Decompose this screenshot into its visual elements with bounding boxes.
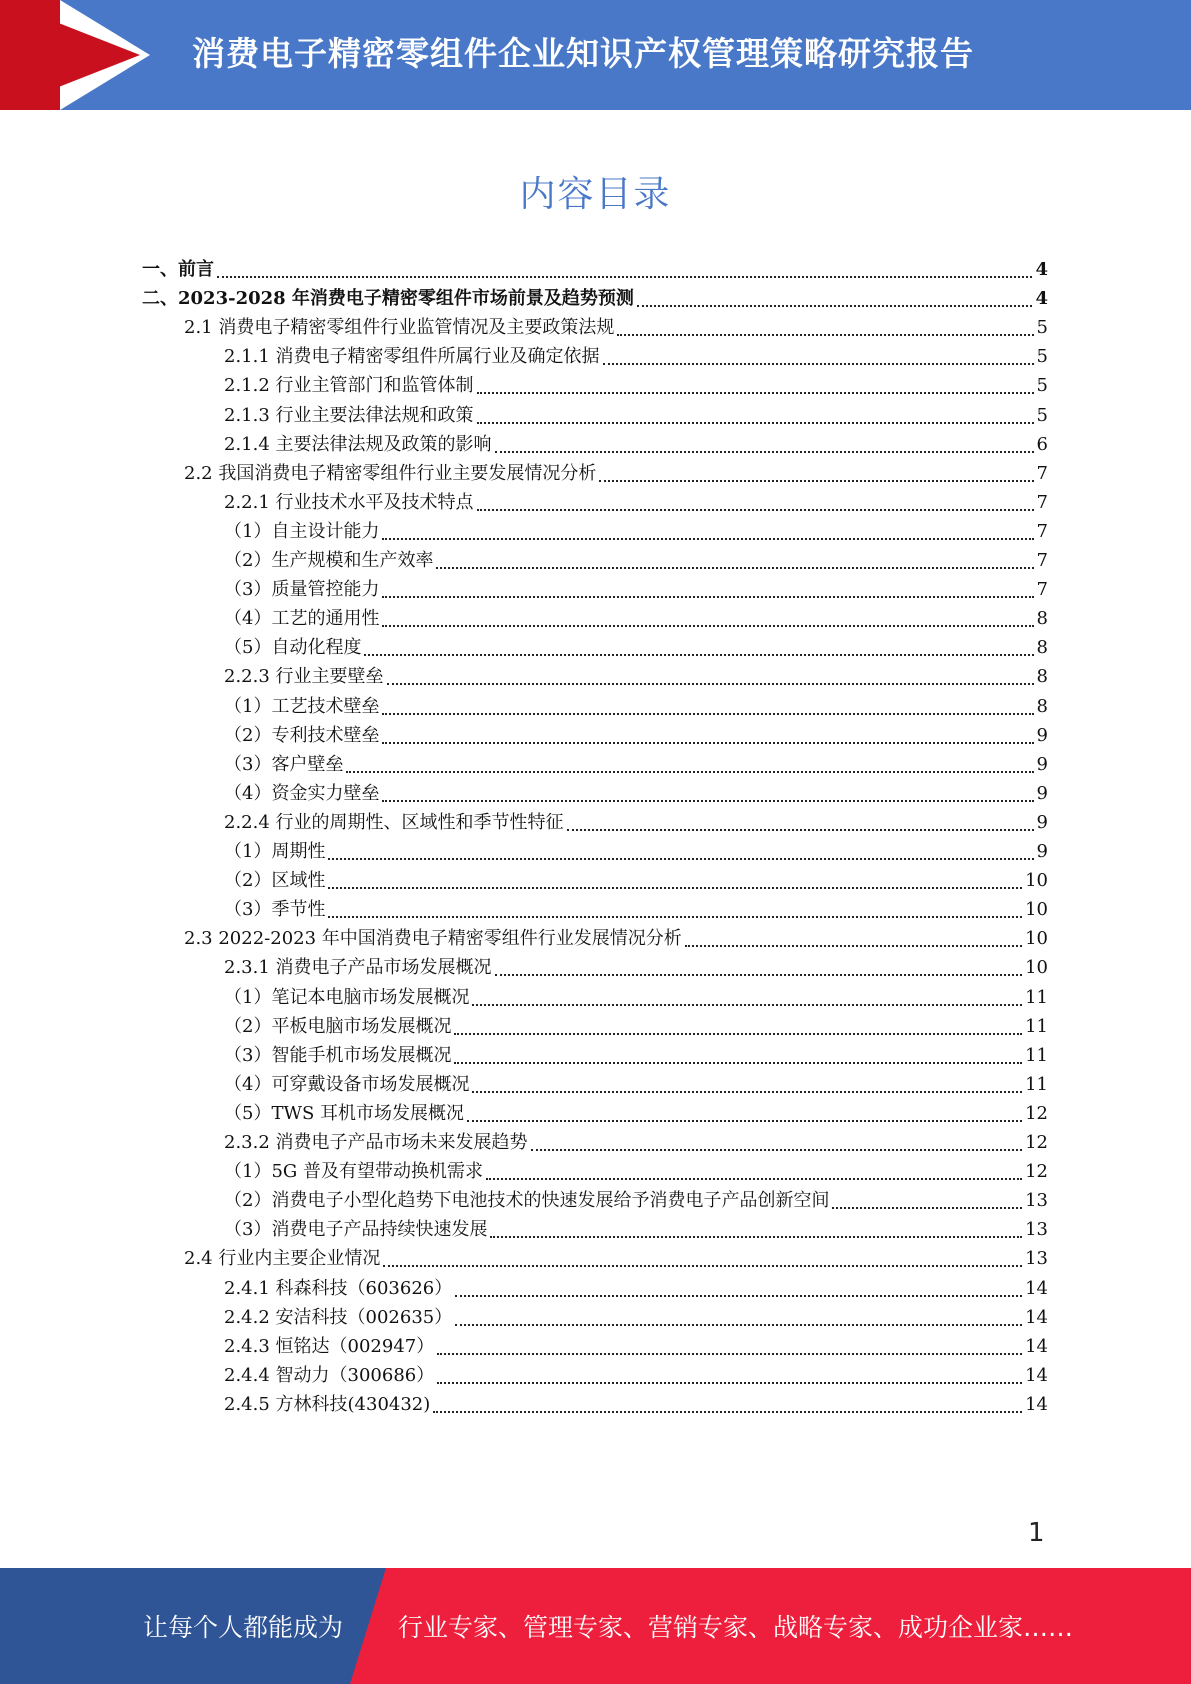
toc-entry[interactable] [224, 604, 1048, 635]
toc-entry-page: 8 [1036, 695, 1048, 717]
toc-entry-label: 2.4.5 方林科技(430432) [224, 1393, 431, 1415]
toc-leader-dots [477, 509, 1034, 511]
toc-leader-dots [383, 1265, 1022, 1267]
toc-entry-page: 12 [1025, 1161, 1048, 1183]
toc-leader-dots [382, 538, 1033, 540]
toc-entry[interactable] [224, 983, 1048, 1014]
toc-entry[interactable] [224, 866, 1048, 897]
toc-entry-label: （1）笔记本电脑市场发展概况 [224, 986, 470, 1008]
toc-entry-page: 4 [1035, 259, 1048, 280]
toc-entry-label: 2.2.3 行业主要壁垒 [224, 666, 384, 688]
toc-entry[interactable] [224, 1332, 1048, 1363]
toc-entry-page: 13 [1025, 1219, 1048, 1241]
toc-leader-dots [382, 800, 1033, 802]
toc-entry-page: 12 [1025, 1102, 1048, 1124]
toc-entry-page: 10 [1025, 928, 1048, 950]
toc-entry-label: 2.4.3 恒铭达（002947） [224, 1335, 435, 1357]
toc-entry[interactable] [184, 1244, 1048, 1275]
toc-entry-label: （2）区域性 [224, 870, 326, 892]
toc-entry-label: （4）资金实力壁垒 [224, 782, 380, 804]
toc-entry[interactable] [224, 546, 1048, 577]
toc-entry[interactable] [224, 662, 1048, 693]
toc-entry-label: （1）5G 普及有望带动换机需求 [224, 1161, 484, 1183]
toc-entry-page: 7 [1036, 550, 1048, 571]
footer-slogan-left: 让每个人都能成为 [143, 1613, 344, 1642]
toc-entry-label: （3）消费电子产品持续快速发展 [224, 1219, 488, 1241]
toc-entry-label: 2.3.1 消费电子产品市场发展概况 [224, 957, 492, 979]
toc-leader-dots [382, 596, 1033, 598]
toc-entry[interactable] [224, 837, 1048, 868]
toc-entry-page: 9 [1036, 811, 1048, 833]
toc-entry[interactable] [184, 313, 1048, 344]
toc-leader-dots [382, 625, 1033, 627]
toc-leader-dots [599, 480, 1033, 482]
header-chevron-red [0, 0, 140, 110]
toc-entry-label: 一、前言 [142, 259, 214, 280]
toc-entry[interactable] [224, 1012, 1048, 1043]
toc-entry-label: （1）周期性 [224, 841, 326, 862]
toc-leader-dots [467, 1120, 1022, 1122]
toc-entry-label: （3）客户壁垒 [224, 753, 344, 775]
toc-entry[interactable] [224, 575, 1048, 606]
toc-entry-page: 7 [1036, 462, 1048, 484]
toc-entry[interactable] [184, 924, 1048, 955]
toc-entry-page: 14 [1025, 1364, 1048, 1386]
toc-entry[interactable] [224, 953, 1048, 984]
toc-entry[interactable] [224, 1186, 1048, 1217]
toc-leader-dots [437, 1382, 1022, 1384]
toc-leader-dots [477, 392, 1034, 394]
toc-leader-dots [387, 683, 1034, 685]
footer-slogan-right: 行业专家、管理专家、营销专家、战略专家、成功企业家…… [398, 1613, 1074, 1642]
toc-entry-page: 10 [1025, 957, 1048, 979]
toc-entry[interactable] [184, 459, 1048, 490]
toc-entry-page: 9 [1036, 841, 1048, 862]
toc-entry[interactable] [224, 1099, 1048, 1130]
toc-leader-dots [433, 1411, 1022, 1413]
toc-entry-label: 2.4 行业内主要企业情况 [184, 1248, 381, 1270]
toc-heading: 内容目录 [519, 174, 672, 215]
toc-entry[interactable] [224, 517, 1048, 548]
toc-leader-dots [685, 945, 1022, 947]
toc-leader-dots [495, 451, 1034, 453]
toc-entry-page: 9 [1036, 753, 1048, 775]
toc-entry-page: 12 [1025, 1132, 1048, 1153]
toc-entry[interactable] [142, 284, 1048, 315]
toc-entry-page: 5 [1036, 375, 1048, 397]
toc-entry-label: （2）生产规模和生产效率 [224, 550, 434, 571]
toc-leader-dots [531, 1149, 1023, 1151]
toc-leader-dots [472, 1091, 1022, 1093]
toc-entry-label: （3）智能手机市场发展概况 [224, 1044, 452, 1066]
toc-entry[interactable] [224, 1157, 1048, 1188]
toc-entry-label: （5）TWS 耳机市场发展概况 [224, 1102, 465, 1124]
toc-leader-dots [832, 1207, 1022, 1209]
page-number: 1 [1028, 1518, 1045, 1548]
toc-entry-label: （3）季节性 [224, 899, 326, 921]
toc-entry-label: （1）工艺技术壁垒 [224, 695, 380, 717]
toc-entry-label: （2）消费电子小型化趋势下电池技术的快速发展给予消费电子产品创新空间 [224, 1190, 830, 1212]
toc-entry-label: 2.2.4 行业的周期性、区域性和季节性特征 [224, 811, 564, 833]
toc-entry[interactable] [142, 255, 1048, 286]
toc-entry-page: 10 [1025, 870, 1048, 892]
toc-entry[interactable] [224, 1041, 1048, 1072]
toc-leader-dots [455, 1324, 1022, 1326]
toc-entry-label: 2.4.2 安洁科技（002635） [224, 1306, 453, 1328]
toc-entry[interactable] [224, 808, 1048, 839]
toc-entry-page: 10 [1025, 899, 1048, 921]
toc-entry-page: 7 [1036, 491, 1048, 513]
toc-entry-label: 2.3.2 消费电子产品市场未来发展趋势 [224, 1132, 528, 1153]
toc-entry[interactable] [224, 692, 1048, 723]
toc-entry-page: 7 [1036, 579, 1048, 601]
toc-leader-dots [217, 276, 1032, 278]
toc-entry-page: 5 [1036, 404, 1048, 426]
toc-entry[interactable] [224, 895, 1048, 926]
toc-entry[interactable] [224, 1390, 1048, 1421]
toc-entry[interactable] [224, 401, 1048, 432]
toc-entry-label: （2）专利技术壁垒 [224, 724, 380, 746]
toc-entry-page: 14 [1025, 1393, 1048, 1415]
toc-entry-page: 4 [1035, 288, 1048, 310]
toc-leader-dots [567, 829, 1034, 831]
toc-entry[interactable] [224, 779, 1048, 810]
toc-leader-dots [495, 974, 1023, 976]
toc-entry-page: 13 [1025, 1248, 1048, 1270]
toc-entry-page: 9 [1036, 724, 1048, 746]
toc-entry-page: 5 [1036, 346, 1048, 368]
toc-leader-dots [328, 887, 1022, 889]
toc-entry-page: 14 [1025, 1335, 1048, 1357]
footer-blue-slant [350, 1568, 386, 1684]
toc-entry-page: 5 [1036, 317, 1048, 339]
toc-entry-page: 8 [1036, 608, 1048, 630]
toc-entry-label: 2.1.3 行业主要法律法规和政策 [224, 404, 474, 426]
toc-entry-label: 2.1 消费电子精密零组件行业监管情况及主要政策法规 [184, 317, 615, 339]
toc-entry-page: 7 [1036, 520, 1048, 542]
toc-entry-page: 9 [1036, 782, 1048, 804]
toc-entry[interactable] [224, 342, 1048, 373]
toc-entry-page: 6 [1036, 433, 1048, 455]
toc-leader-dots [477, 422, 1034, 424]
toc-entry-label: 2.3 2022-2023 年中国消费电子精密零组件行业发展情况分析 [184, 928, 682, 950]
report-title: 消费电子精密零组件企业知识产权管理策略研究报告 [192, 34, 974, 73]
toc-leader-dots [486, 1178, 1022, 1180]
toc-entry-page: 11 [1025, 1073, 1048, 1095]
toc-entry-label: （1）自主设计能力 [224, 520, 380, 542]
toc-entry-label: （2）平板电脑市场发展概况 [224, 1015, 452, 1037]
toc-leader-dots [454, 1062, 1022, 1064]
toc-entry-label: （4）工艺的通用性 [224, 608, 380, 630]
toc-entry-page: 11 [1025, 1044, 1048, 1066]
toc-entry[interactable] [224, 1070, 1048, 1101]
toc-entry-page: 14 [1025, 1277, 1048, 1299]
toc-entry-label: 2.2.1 行业技术水平及技术特点 [224, 491, 474, 513]
toc-leader-dots [436, 567, 1033, 569]
toc-leader-dots [437, 1353, 1022, 1355]
page-footer [0, 1568, 1191, 1684]
toc-leader-dots [346, 771, 1033, 773]
toc-entry-label: （5）自动化程度 [224, 637, 362, 659]
toc-entry-page: 11 [1025, 986, 1048, 1008]
toc-entry-label: 二、2023-2028 年消费电子精密零组件市场前景及趋势预测 [142, 288, 634, 310]
toc-entry[interactable] [224, 430, 1048, 461]
toc-entry[interactable] [224, 1128, 1048, 1159]
toc-entry[interactable] [224, 750, 1048, 781]
toc-entry[interactable] [224, 721, 1048, 752]
toc-entry-page: 14 [1025, 1306, 1048, 1328]
toc-entry[interactable] [224, 488, 1048, 519]
toc-entry-label: 2.1.4 主要法律法规及政策的影响 [224, 433, 492, 455]
toc-entry[interactable] [224, 371, 1048, 402]
toc-leader-dots [455, 1295, 1022, 1297]
toc-leader-dots [328, 916, 1022, 918]
toc-entry[interactable] [224, 1361, 1048, 1392]
toc-entry-label: （3）质量管控能力 [224, 579, 380, 601]
toc-leader-dots [490, 1236, 1022, 1238]
toc-entry-label: 2.1.1 消费电子精密零组件所属行业及确定依据 [224, 346, 600, 368]
toc-entry-page: 8 [1036, 666, 1048, 688]
toc-entry-page: 13 [1025, 1190, 1048, 1212]
toc-entry-label: （4）可穿戴设备市场发展概况 [224, 1073, 470, 1095]
toc-entry[interactable] [224, 1274, 1048, 1305]
toc-entry[interactable] [224, 633, 1048, 664]
toc-entry[interactable] [224, 1215, 1048, 1246]
page-header [0, 0, 1191, 110]
toc-entry-page: 8 [1036, 637, 1048, 659]
toc-leader-dots [364, 654, 1033, 656]
toc-entry-label: 2.2 我国消费电子精密零组件行业主要发展情况分析 [184, 462, 597, 484]
toc-leader-dots [454, 1033, 1022, 1035]
toc-leader-dots [382, 742, 1033, 744]
toc-entry-label: 2.1.2 行业主管部门和监管体制 [224, 375, 474, 397]
toc-leader-dots [637, 305, 1033, 307]
toc-entry-label: 2.4.4 智动力（300686） [224, 1364, 435, 1386]
toc-leader-dots [617, 334, 1033, 336]
toc-entry-label: 2.4.1 科森科技（603626） [224, 1277, 453, 1299]
toc-leader-dots [328, 858, 1033, 860]
toc-entry-page: 11 [1025, 1015, 1048, 1037]
toc-leader-dots [382, 713, 1033, 715]
toc-leader-dots [472, 1004, 1022, 1006]
toc-entry[interactable] [224, 1303, 1048, 1334]
toc-leader-dots [603, 363, 1034, 365]
